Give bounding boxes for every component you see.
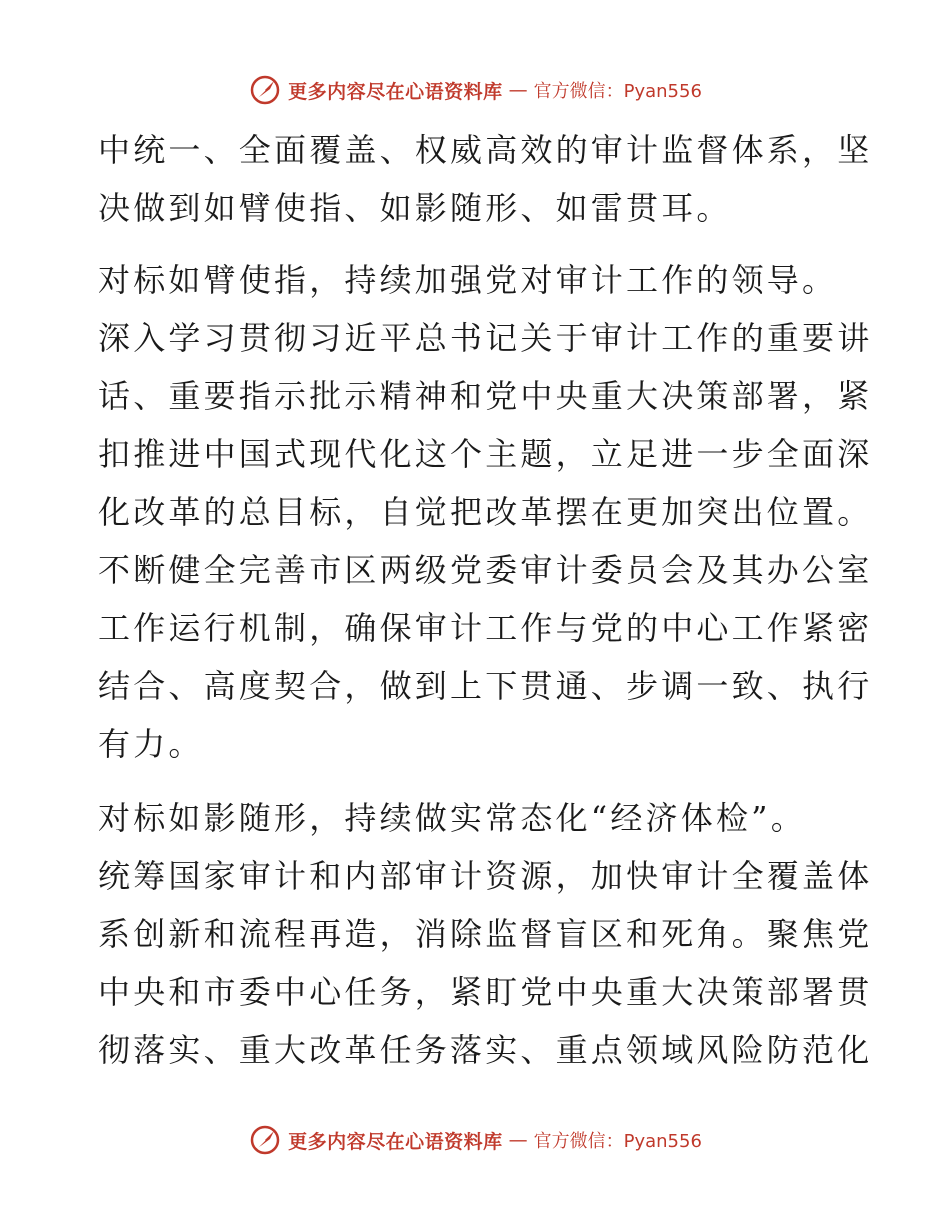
wechat-id: 官方微信：Pyan556 <box>533 81 702 102</box>
text-line: 工作运行机制，确保审计工作与党的中心工作紧密 <box>98 609 873 647</box>
text-line: 彻落实、重大改革任务落实、重点领域风险防范化 <box>98 1031 873 1069</box>
text-line: 中统一、全面覆盖、权威高效的审计监督体系，坚 <box>98 131 873 169</box>
paragraph-heading: 对标如臂使指，持续加强党对审计工作的领导。 <box>98 261 838 299</box>
wechat-id: 官方微信：Pyan556 <box>533 1131 702 1152</box>
text-line: 不断健全完善市区两级党委审计委员会及其办公室 <box>98 551 873 589</box>
text-line: 统筹国家审计和内部审计资源，加快审计全覆盖体 <box>98 857 873 895</box>
banner-separator: — <box>508 1129 528 1151</box>
footer-banner <box>0 1120 950 1160</box>
quill-logo-icon <box>248 73 282 107</box>
paragraph-heading: 对标如影随形，持续做实常态化“经济体检”。 <box>98 799 806 837</box>
text-line: 中央和市委中心任务，紧盯党中央重大决策部署贯 <box>98 973 873 1011</box>
site-name: 更多内容尽在心语资料库 <box>288 1130 503 1153</box>
text-line: 话、重要指示批示精神和党中央重大决策部署，紧 <box>98 377 873 415</box>
text-line: 化改革的总目标，自觉把改革摆在更加突出位置。 <box>98 493 873 531</box>
text-line: 系创新和流程再造，消除监督盲区和死角。聚焦党 <box>98 915 873 953</box>
text-line: 结合、高度契合，做到上下贯通、步调一致、执行 <box>98 667 873 705</box>
site-name: 更多内容尽在心语资料库 <box>288 80 503 103</box>
header-banner <box>0 70 950 110</box>
text-line: 有力。 <box>98 725 204 763</box>
text-line: 深入学习贯彻习近平总书记关于审计工作的重要讲 <box>98 319 873 357</box>
banner-separator: — <box>508 79 528 101</box>
text-line: 决做到如臂使指、如影随形、如雷贯耳。 <box>98 189 732 227</box>
text-line: 扣推进中国式现代化这个主题，立足进一步全面深 <box>98 435 873 473</box>
quill-logo-icon <box>248 1123 282 1157</box>
